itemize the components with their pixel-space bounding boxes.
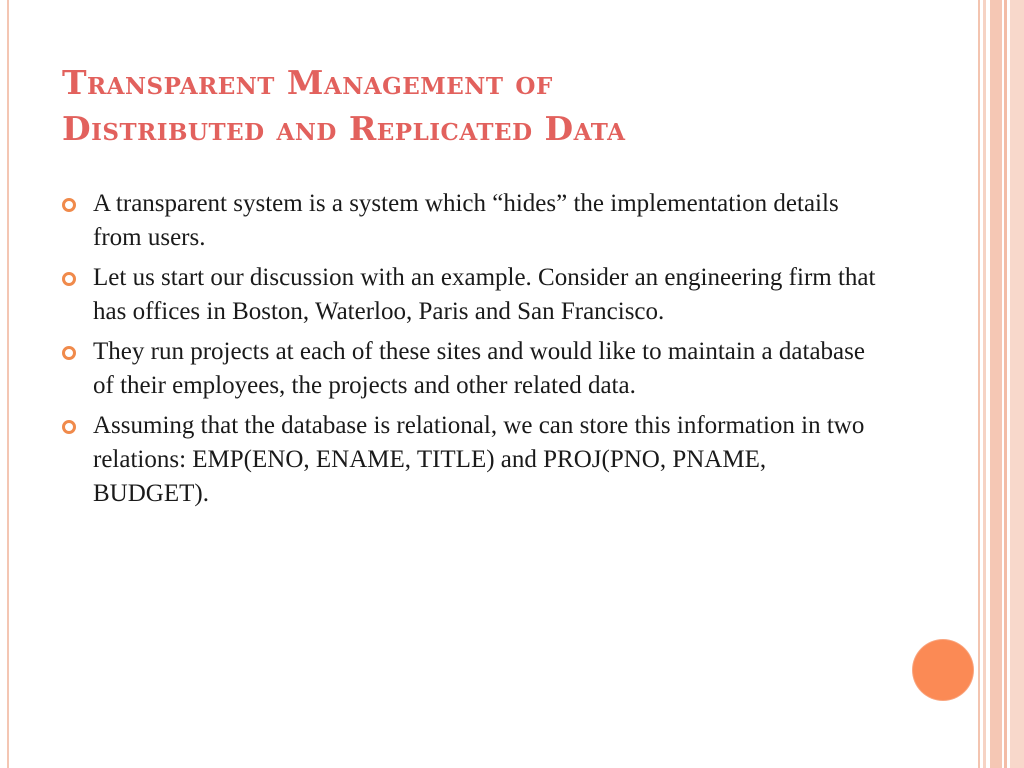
bullet-list xyxy=(62,187,882,517)
ring-bullet-icon xyxy=(62,198,76,212)
stripe xyxy=(983,0,986,768)
orange-circle-decoration xyxy=(913,640,973,700)
slide-title xyxy=(62,60,882,152)
bullet-text: A transparent system is a system which “hides” the implementation details from users. xyxy=(93,190,839,251)
stripe xyxy=(978,0,980,768)
bullet-item xyxy=(62,409,882,511)
bullet-item xyxy=(62,261,882,329)
ring-bullet-icon xyxy=(62,346,76,360)
slide-title-line-1: Transparent Management of xyxy=(62,63,553,102)
stripe xyxy=(1004,0,1007,768)
slide-title-line-2: Distributed and Replicated Data xyxy=(62,109,626,148)
bullet-text: Assuming that the database is relational, we can store this information in two relations: EMP(ENO, ENAME, TITLE) and PROJ(PNO, PNAME, BUDGET). xyxy=(93,412,865,507)
bullet-item xyxy=(62,335,882,403)
bullet-item xyxy=(62,187,882,255)
right-decorative-stripes xyxy=(978,0,1024,768)
stripe xyxy=(990,0,1002,768)
ring-bullet-icon xyxy=(62,272,76,286)
ring-bullet-icon xyxy=(62,420,76,434)
bullet-text: They run projects at each of these sites and would like to maintain a database of their employees, the projects and other related data. xyxy=(93,338,865,399)
bullet-text: Let us start our discussion with an example. Consider an engineering firm that has offices in Boston, Waterloo, Paris and San Francisco. xyxy=(93,264,876,325)
left-border-line xyxy=(7,0,9,768)
stripe xyxy=(1010,0,1024,768)
